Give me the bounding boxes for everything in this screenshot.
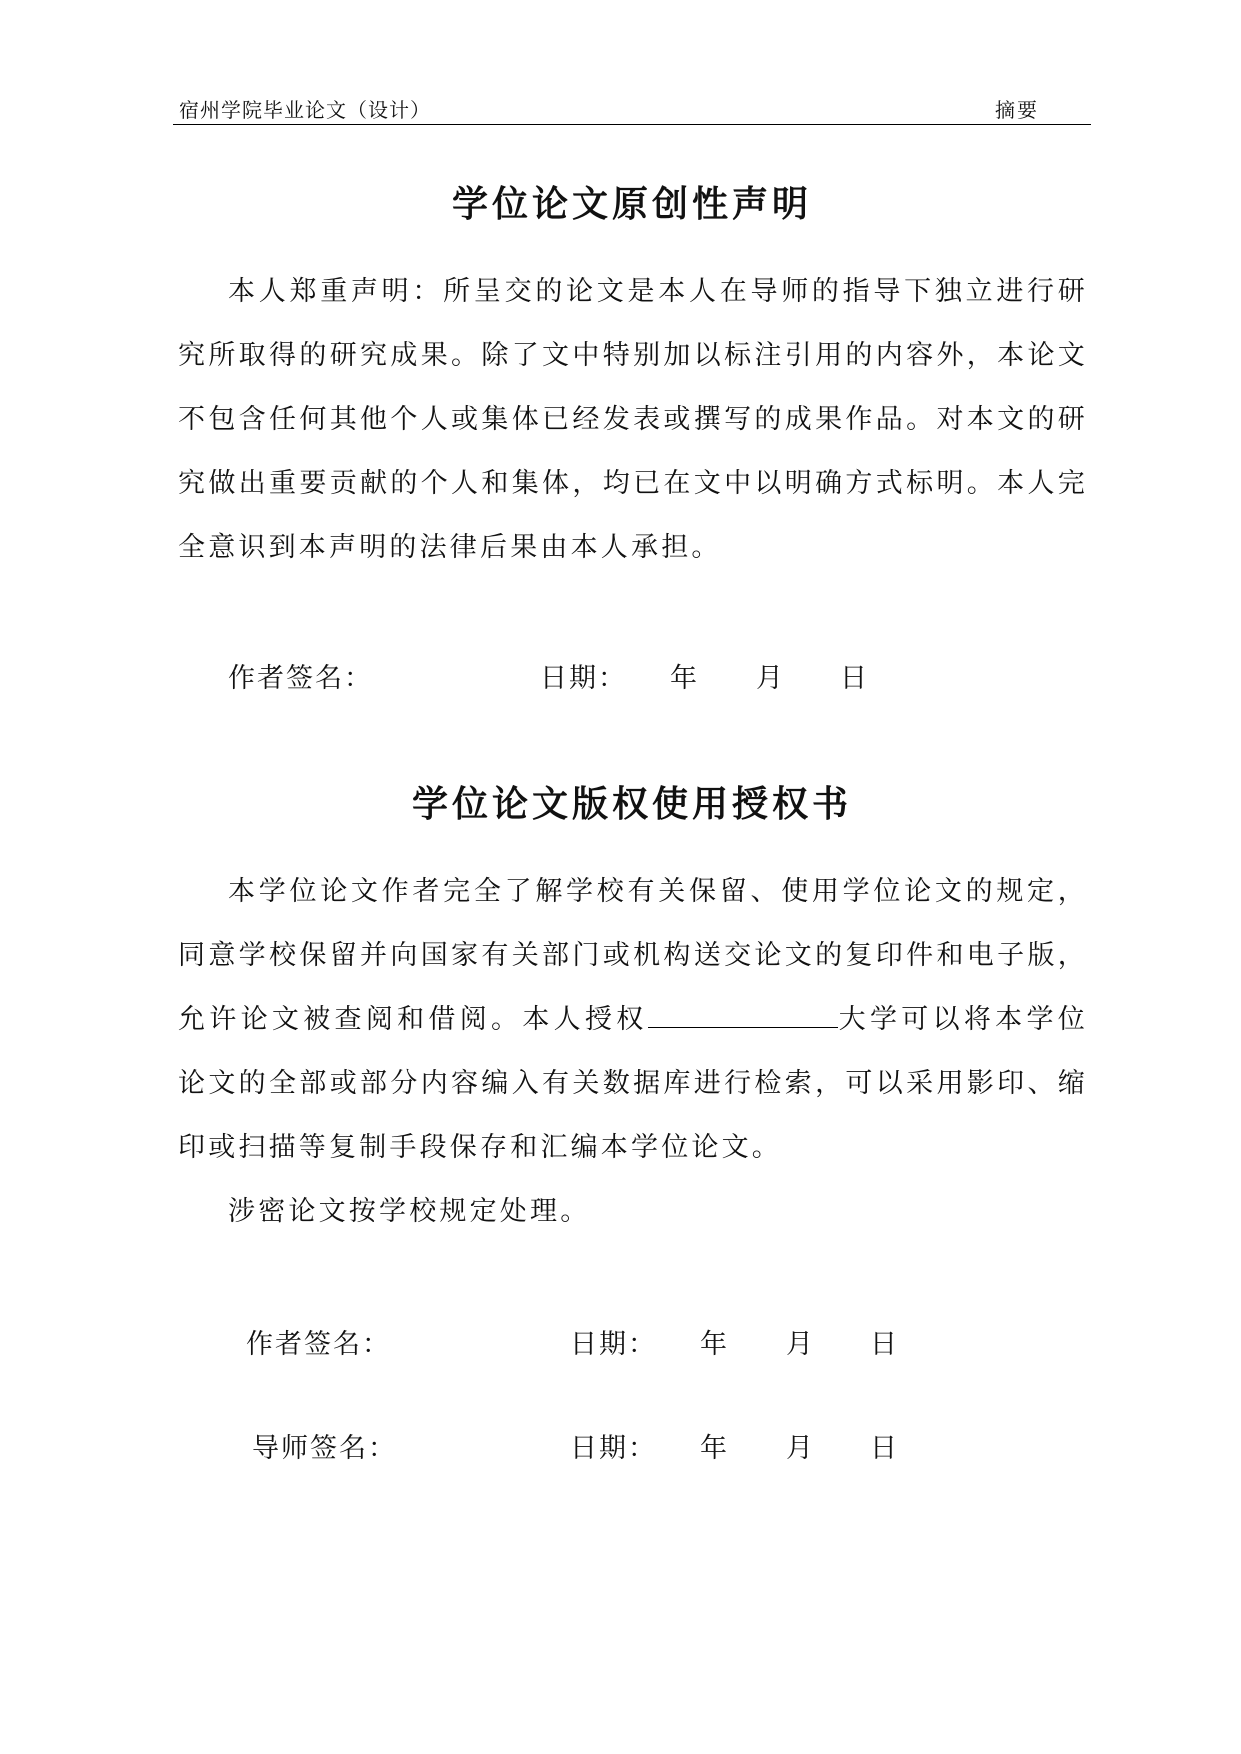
authorization-body-part-1: 本学位论文作者完全了解学校有关保留、使用学位论文的规定，同意学校保留并向国家有关部门或机构送交论文的复印件和电子版，允许论文被查阅和借阅。本人授权 <box>178 876 1088 1035</box>
declaration-body: 本人郑重声明：所呈交的论文是本人在导师的指导下独立进行研究所取得的研究成果。除了文中特别加以标注引用的内容外，本论文不包含任何其他个人或集体已经发表或撰写的成果作品。对本文的研究做出重要贡献的个人和集体，均已在文中以明确方式标明。本人完全意识到本声明的法律后果由本人承担。 <box>178 276 1088 563</box>
header-section-name: 摘要 <box>995 98 1039 122</box>
university-name-blank <box>648 1000 838 1028</box>
authorization-body-part-2: 大学可以将本学位论文的全部或部分内容编入有关数据库进行检索，可以采用影印、缩印或扫描等复制手段保存和汇编本学位论文。 <box>178 1004 1088 1163</box>
authorization-body <box>178 860 1088 1180</box>
year-label: 年 <box>700 1329 729 1360</box>
year-label: 年 <box>700 1433 729 1464</box>
year-label: 年 <box>670 663 699 694</box>
day-label: 日 <box>840 663 869 694</box>
date-label: 日期： <box>540 663 627 694</box>
author-signature-label: 作者签名： <box>246 1329 391 1360</box>
day-label: 日 <box>870 1433 899 1464</box>
page-header <box>173 94 1091 125</box>
secret-note: 涉密论文按学校规定处理。 <box>228 1196 591 1227</box>
header-thesis-name: 宿州学院毕业论文（设计） <box>179 98 431 122</box>
author-signature-label: 作者签名： <box>228 663 373 694</box>
authorization-title: 学位论文版权使用授权书 <box>411 784 852 825</box>
declaration-title: 学位论文原创性声明 <box>451 184 812 225</box>
authorization-advisor-signature-row <box>252 1426 1152 1466</box>
declaration-signature-row <box>228 656 1128 696</box>
date-label: 日期： <box>570 1433 657 1464</box>
day-label: 日 <box>870 1329 899 1360</box>
authorization-author-signature-row <box>246 1322 1146 1362</box>
month-label: 月 <box>786 1329 815 1360</box>
month-label: 月 <box>756 663 785 694</box>
date-label: 日期： <box>570 1329 657 1360</box>
advisor-signature-label: 导师签名： <box>252 1433 397 1464</box>
month-label: 月 <box>786 1433 815 1464</box>
